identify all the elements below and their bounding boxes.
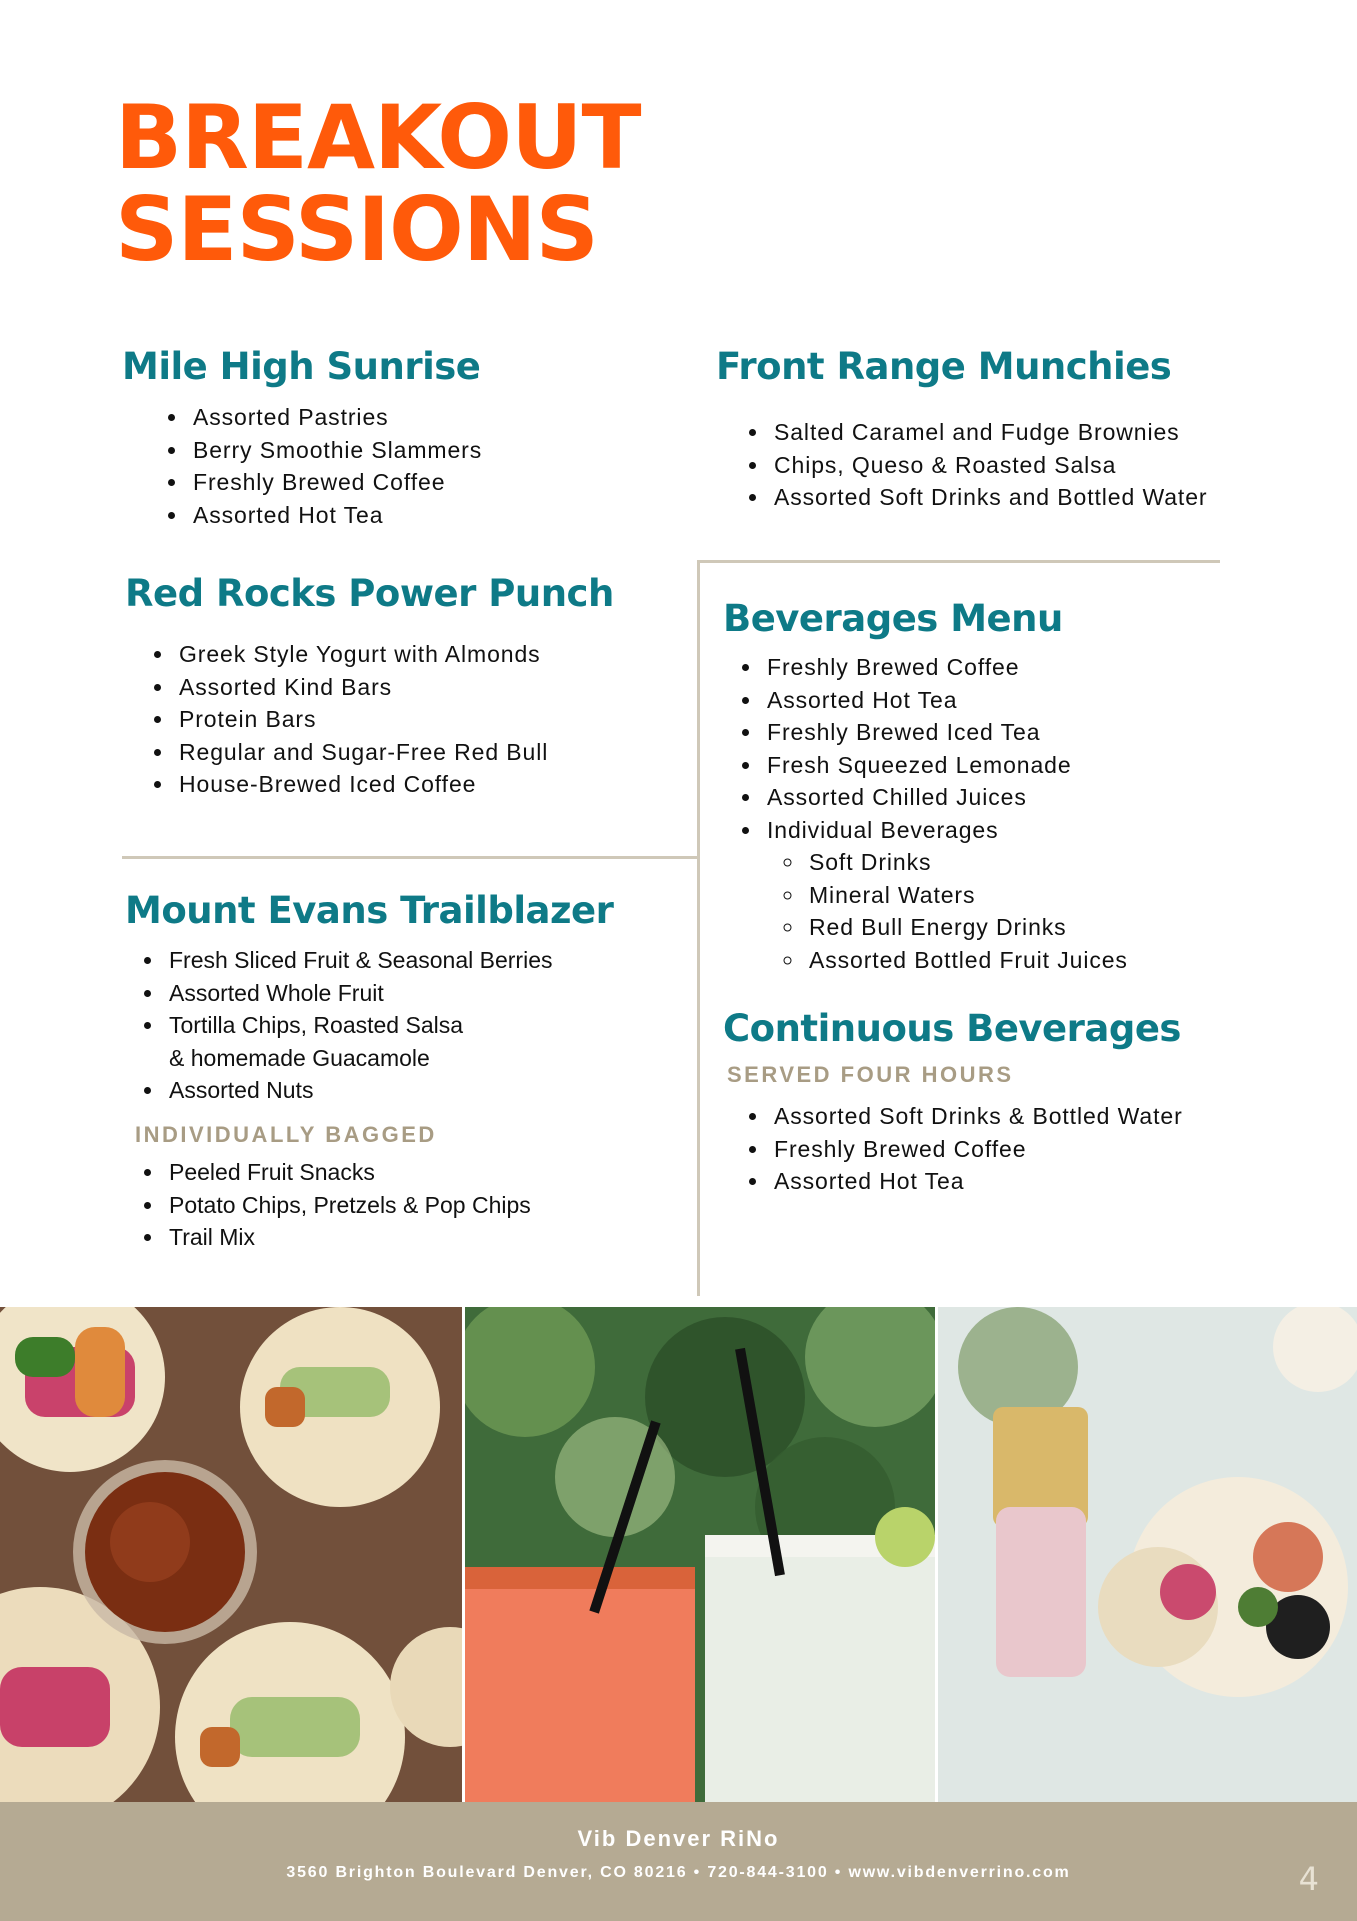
list-item: • House-Brewed Iced Coffee [175,768,548,801]
list-item: • Protein Bars [175,703,548,736]
photo-strip [0,1307,1357,1802]
list-item: • Fresh Sliced Fruit & Seasonal Berries [165,944,553,977]
sub-list-item: ◦ Mineral Waters [805,879,1128,912]
footer-hotel-name: Vib Denver RiNo [577,1826,780,1851]
divider-line-vertical [697,560,700,1296]
divider-line-top-right [697,560,1220,563]
list-item: • Peeled Fruit Snacks [165,1156,531,1189]
list-item: • Freshly Brewed Coffee [763,651,1128,684]
beer-and-tacos-photo [938,1307,1357,1802]
list-item: • Assorted Hot Tea [763,684,1128,717]
served-four-hours-subheading: SERVED FOUR HOURS [727,1062,1014,1087]
red-rocks-power-punch-heading: Red Rocks Power Punch [125,572,614,615]
tacos-photo [0,1307,462,1802]
cocktails-photo [465,1307,935,1802]
footer-address: 3560 Brighton Boulevard Denver, CO 80216 • 720-844-3100 • www.vibdenverrino.com [286,1864,1071,1881]
red-rocks-power-punch-list [141,638,548,801]
continuous-beverages-list [736,1100,1183,1198]
list-item: • Assorted Soft Drinks & Bottled Water [770,1100,1183,1133]
list-item: • Freshly Brewed Coffee [770,1133,1183,1166]
list-item: • Assorted Whole Fruit [165,977,553,1010]
list-item-label: Individual Beverages [767,816,999,843]
tacos-photo-art [0,1307,462,1802]
mount-evans-trailblazer-list [131,944,553,1107]
sub-list-item: ◦ Red Bull Energy Drinks [805,911,1128,944]
divider-line-left [122,856,700,859]
list-item: • Chips, Queso & Roasted Salsa [770,449,1207,482]
page-number: 4 [1298,1860,1319,1898]
list-item: • Fresh Squeezed Lemonade [763,749,1128,782]
beverages-menu-heading: Beverages Menu [723,597,1063,640]
list-item: • Assorted Hot Tea [770,1165,1183,1198]
individually-bagged-list [131,1156,531,1254]
beverages-menu-list [729,651,1128,976]
individual-beverages-sublist [767,846,1128,976]
footer [0,1802,1357,1921]
mile-high-sunrise-heading: Mile High Sunrise [122,345,481,388]
list-item: • Assorted Pastries [189,401,482,434]
mile-high-sunrise-list [155,401,482,531]
list-item [165,1009,553,1074]
list-item: • Freshly Brewed Coffee [189,466,482,499]
list-item: • Potato Chips, Pretzels & Pop Chips [165,1189,531,1222]
front-range-munchies-list [736,416,1207,514]
list-item: • Regular and Sugar-Free Red Bull [175,736,548,769]
mount-evans-trailblazer-heading: Mount Evans Trailblazer [125,889,614,932]
continuous-beverages-heading: Continuous Beverages [723,1007,1181,1050]
list-item: • Assorted Kind Bars [175,671,548,704]
page-title [115,86,641,281]
list-item [763,814,1128,977]
list-item: • Freshly Brewed Iced Tea [763,716,1128,749]
page-title-line-1: BREAKOUT [115,86,641,189]
sub-list-item: ◦ Assorted Bottled Fruit Juices [805,944,1128,977]
list-item: • Assorted Nuts [165,1074,553,1107]
individually-bagged-subheading: INDIVIDUALLY BAGGED [135,1122,437,1147]
list-item: • Assorted Chilled Juices [763,781,1128,814]
list-item-continuation: & homemade Guacamole [169,1044,430,1071]
list-item: • Greek Style Yogurt with Almonds [175,638,548,671]
sub-list-item: ◦ Soft Drinks [805,846,1128,879]
front-range-munchies-heading: Front Range Munchies [716,345,1172,388]
list-item: • Assorted Hot Tea [189,499,482,532]
list-item: • Assorted Soft Drinks and Bottled Water [770,481,1207,514]
list-item: • Salted Caramel and Fudge Brownies [770,416,1207,449]
page-title-line-2: SESSIONS [115,178,598,281]
list-item: • Trail Mix [165,1221,531,1254]
list-item: • Berry Smoothie Slammers [189,434,482,467]
cocktails-photo-art [465,1307,935,1802]
list-item-label: Tortilla Chips, Roasted Salsa [169,1012,464,1038]
beer-and-tacos-photo-art [938,1307,1357,1802]
